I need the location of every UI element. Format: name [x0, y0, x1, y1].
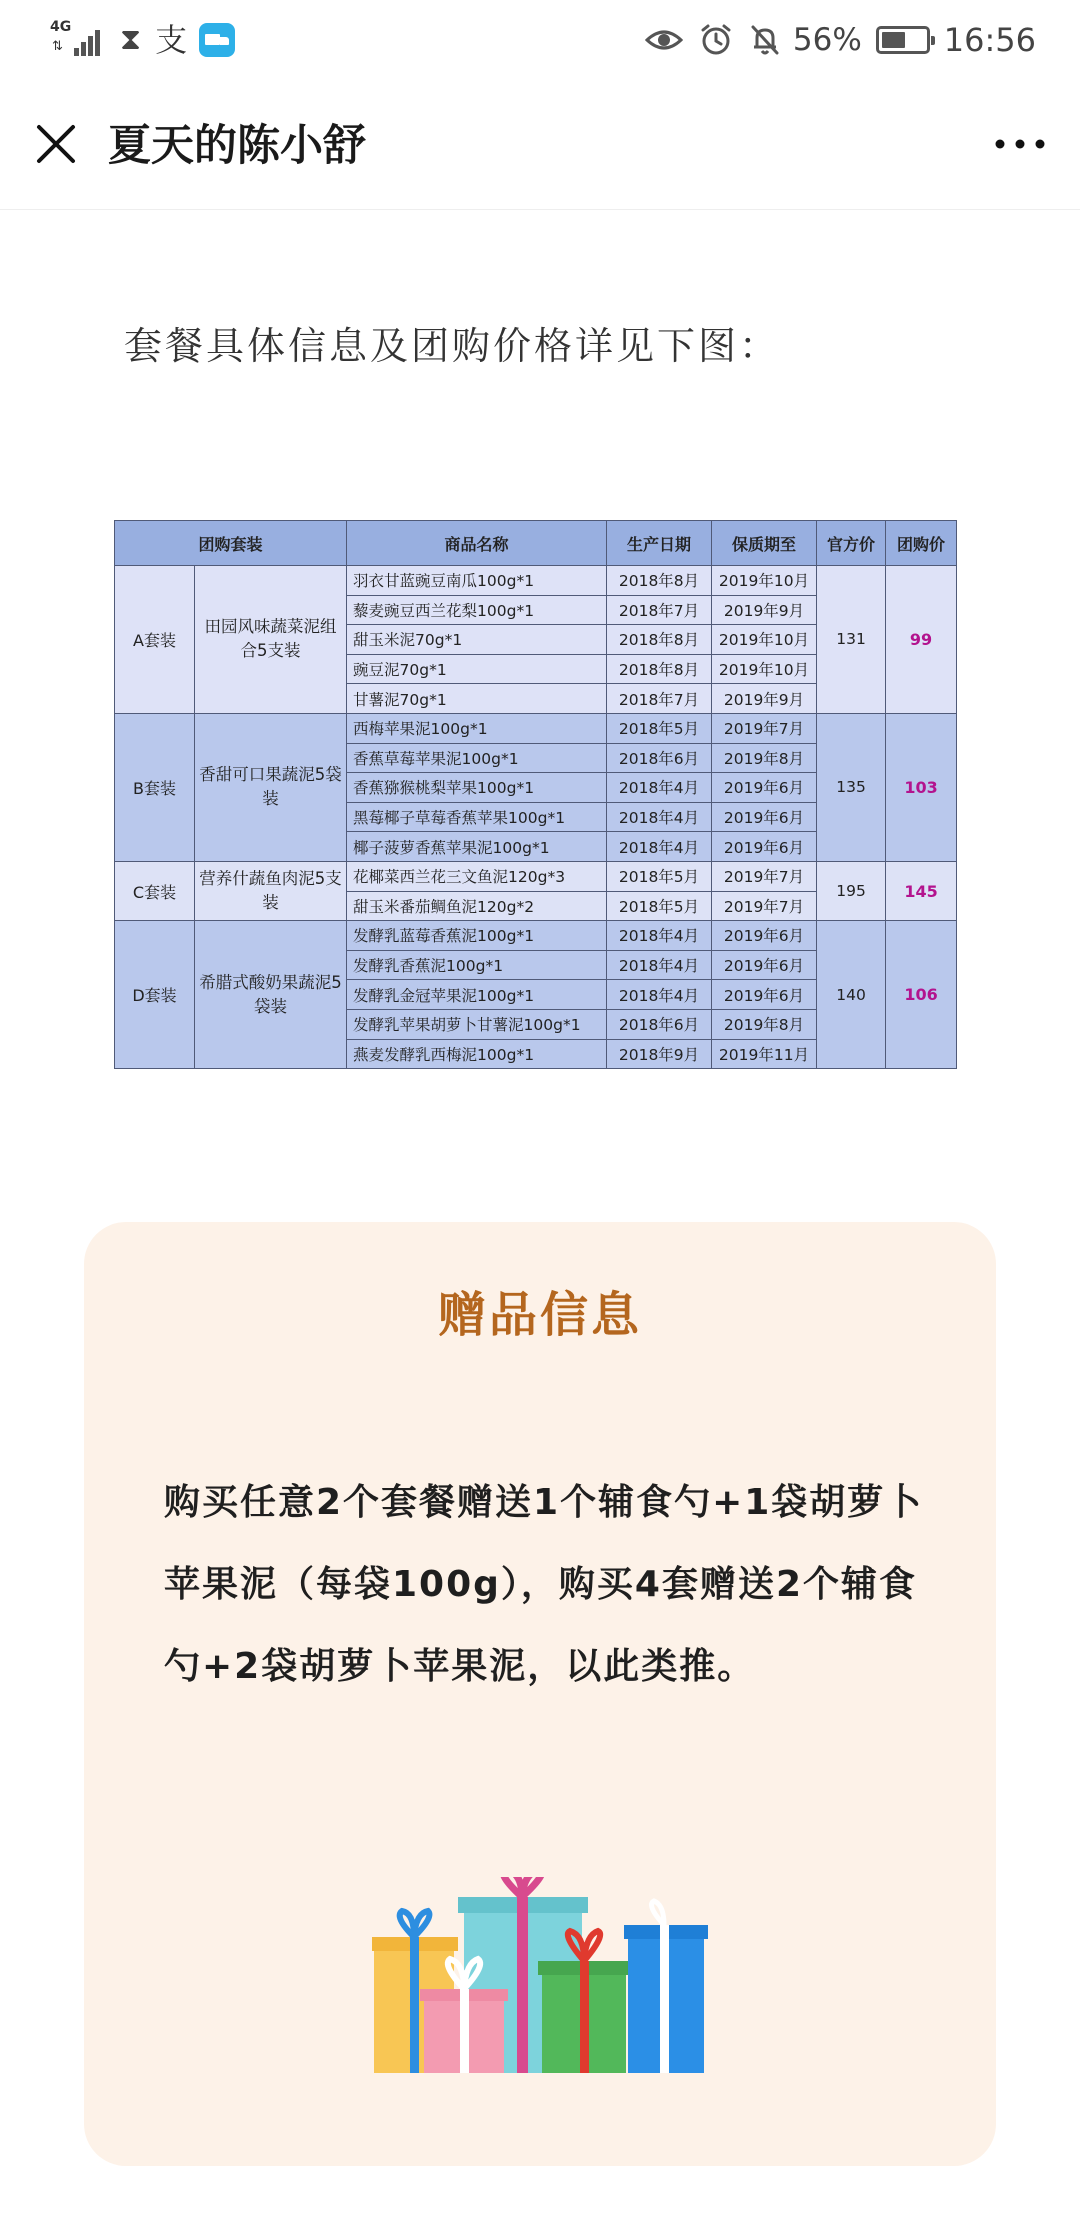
- package-label: D套装: [115, 921, 195, 1069]
- package-name: 营养什蔬鱼肉泥5支装: [195, 861, 347, 920]
- product-name: 香蕉猕猴桃梨苹果100g*1: [347, 773, 607, 803]
- package-label: B套装: [115, 713, 195, 861]
- header-product: 商品名称: [347, 521, 607, 566]
- package-group-b: [115, 713, 957, 861]
- header-official-price: 官方价: [817, 521, 886, 566]
- header-package: 团购套装: [115, 521, 347, 566]
- expiry-date: 2019年10月: [712, 625, 817, 655]
- package-label: C套装: [115, 861, 195, 920]
- eye-icon: [645, 26, 683, 54]
- production-date: 2018年4月: [607, 832, 712, 862]
- production-date: 2018年6月: [607, 743, 712, 773]
- expiry-date: 2019年6月: [712, 950, 817, 980]
- official-price: 195: [817, 861, 886, 920]
- product-name: 发酵乳金冠苹果泥100g*1: [347, 980, 607, 1010]
- expiry-date: 2019年10月: [712, 654, 817, 684]
- header-produced: 生产日期: [607, 521, 712, 566]
- official-price: 135: [817, 713, 886, 861]
- product-name: 发酵乳苹果胡萝卜甘薯泥100g*1: [347, 1009, 607, 1039]
- expiry-date: 2019年6月: [712, 802, 817, 832]
- mute-bell-icon: [749, 23, 781, 57]
- package-name: 希腊式酸奶果蔬泥5袋装: [195, 921, 347, 1069]
- product-name: 甜玉米番茄鲷鱼泥120g*2: [347, 891, 607, 921]
- package-table: [114, 520, 957, 1069]
- production-date: 2018年8月: [607, 654, 712, 684]
- expiry-date: 2019年9月: [712, 684, 817, 714]
- package-name: 田园风味蔬菜泥组合5支装: [195, 566, 347, 714]
- official-price: 131: [817, 566, 886, 714]
- header-expires: 保质期至: [712, 521, 817, 566]
- network-type: 4G: [50, 19, 72, 35]
- product-name: 豌豆泥70g*1: [347, 654, 607, 684]
- data-arrows-icon: ⇅: [52, 39, 63, 54]
- production-date: 2018年4月: [607, 773, 712, 803]
- product-name: 发酵乳香蕉泥100g*1: [347, 950, 607, 980]
- product-name: 椰子菠萝香蕉苹果泥100g*1: [347, 832, 607, 862]
- production-date: 2018年9月: [607, 1039, 712, 1069]
- alarm-icon: [699, 23, 733, 57]
- production-date: 2018年4月: [607, 802, 712, 832]
- product-name: 发酵乳蓝莓香蕉泥100g*1: [347, 921, 607, 951]
- production-date: 2018年4月: [607, 921, 712, 951]
- close-icon: [35, 123, 77, 165]
- package-group-c: [115, 861, 957, 920]
- expiry-date: 2019年10月: [712, 566, 817, 596]
- group-price: 145: [886, 861, 957, 920]
- official-price: 140: [817, 921, 886, 1069]
- expiry-date: 2019年8月: [712, 743, 817, 773]
- alipay-icon: 支: [155, 21, 188, 59]
- expiry-date: 2019年7月: [712, 861, 817, 891]
- product-name: 燕麦发酵乳西梅泥100g*1: [347, 1039, 607, 1069]
- expiry-date: 2019年6月: [712, 773, 817, 803]
- production-date: 2018年7月: [607, 595, 712, 625]
- status-bar-right: [629, 18, 1036, 62]
- battery-icon: [876, 26, 930, 54]
- group-price: 99: [886, 566, 957, 714]
- product-name: 甜玉米泥70g*1: [347, 625, 607, 655]
- group-price: 106: [886, 921, 957, 1069]
- gift-boxes-icon: [372, 1877, 708, 2077]
- product-name: 甘薯泥70g*1: [347, 684, 607, 714]
- table-row: [115, 921, 957, 951]
- delivery-truck-icon: [199, 23, 235, 57]
- product-name: 花椰菜西兰花三文鱼泥120g*3: [347, 861, 607, 891]
- table-row: [115, 713, 957, 743]
- product-name: 黑莓椰子草莓香蕉苹果100g*1: [347, 802, 607, 832]
- expiry-date: 2019年6月: [712, 980, 817, 1010]
- more-icon: [994, 138, 1046, 150]
- status-bar-left: [50, 18, 235, 62]
- table-header: [115, 521, 957, 566]
- table-row: [115, 566, 957, 596]
- package-group-a: [115, 566, 957, 714]
- product-name: 香蕉草莓苹果泥100g*1: [347, 743, 607, 773]
- expiry-date: 2019年6月: [712, 832, 817, 862]
- close-button[interactable]: [28, 116, 84, 172]
- status-bar: [0, 0, 1080, 80]
- production-date: 2018年5月: [607, 861, 712, 891]
- clock-time: 16:56: [943, 21, 1036, 59]
- production-date: 2018年4月: [607, 980, 712, 1010]
- expiry-date: 2019年9月: [712, 595, 817, 625]
- package-name: 香甜可口果蔬泥5袋装: [195, 713, 347, 861]
- title-bar: [0, 80, 1080, 210]
- gift-info-card: [84, 1222, 996, 2166]
- expiry-date: 2019年8月: [712, 1009, 817, 1039]
- page-title: 夏天的陈小舒: [108, 121, 366, 171]
- product-name: 西梅苹果泥100g*1: [347, 713, 607, 743]
- production-date: 2018年4月: [607, 950, 712, 980]
- production-date: 2018年5月: [607, 713, 712, 743]
- product-name: 藜麦豌豆西兰花梨100g*1: [347, 595, 607, 625]
- expiry-date: 2019年6月: [712, 921, 817, 951]
- group-price: 103: [886, 713, 957, 861]
- production-date: 2018年6月: [607, 1009, 712, 1039]
- package-label: A套装: [115, 566, 195, 714]
- gift-description: 购买任意2个套餐赠送1个辅食勺+1袋胡萝卜苹果泥（每袋100g），购买4套赠送2个辅食勺+2袋胡萝卜苹果泥，以此类推。: [164, 1482, 924, 1687]
- more-button[interactable]: [988, 116, 1052, 172]
- intro-text: 套餐具体信息及团购价格详见下图：: [124, 324, 781, 368]
- expiry-date: 2019年7月: [712, 713, 817, 743]
- production-date: 2018年8月: [607, 566, 712, 596]
- gift-title: 赠品信息: [437, 1287, 642, 1343]
- production-date: 2018年7月: [607, 684, 712, 714]
- product-name: 羽衣甘蓝豌豆南瓜100g*1: [347, 566, 607, 596]
- expiry-date: 2019年7月: [712, 891, 817, 921]
- signal-icon: [50, 20, 102, 60]
- battery-percent: 56%: [792, 22, 862, 58]
- production-date: 2018年5月: [607, 891, 712, 921]
- header-group-price: 团购价: [886, 521, 957, 566]
- table-row: [115, 861, 957, 891]
- expiry-date: 2019年11月: [712, 1039, 817, 1069]
- hourglass-icon: ⧗: [120, 22, 142, 57]
- production-date: 2018年8月: [607, 625, 712, 655]
- package-group-d: [115, 921, 957, 1069]
